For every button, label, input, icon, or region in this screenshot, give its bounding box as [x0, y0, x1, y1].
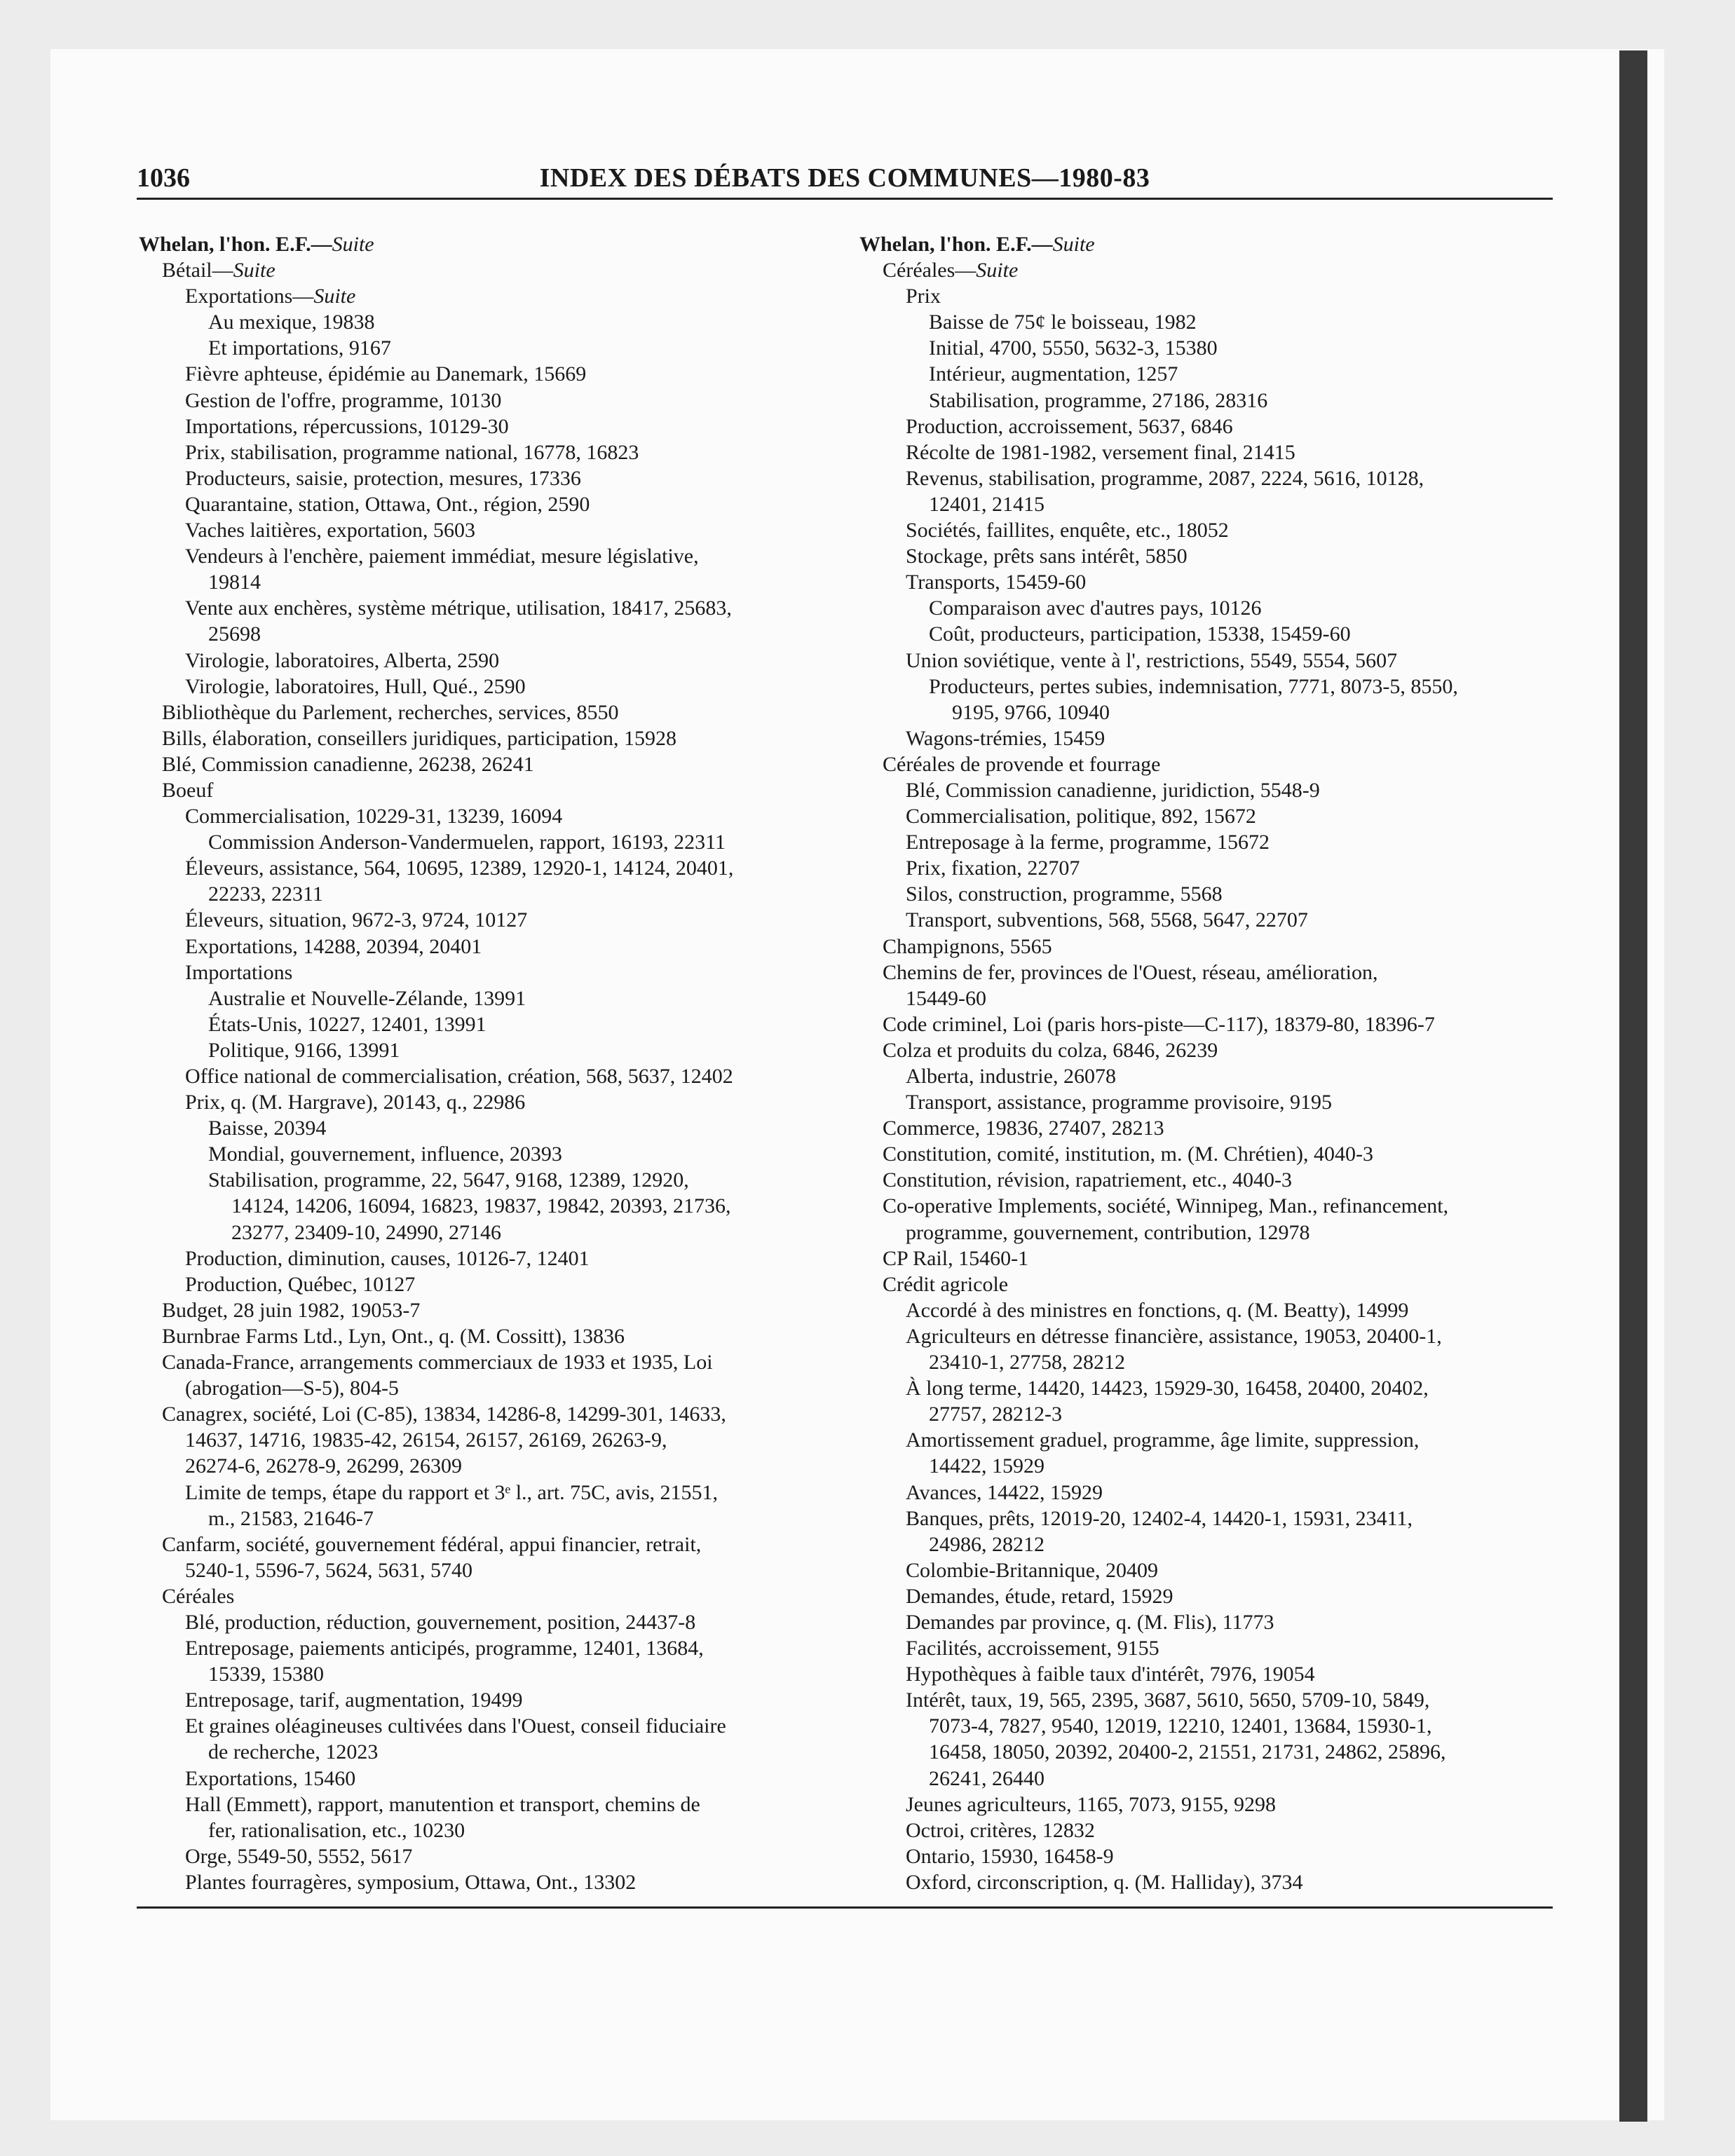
index-entry — [139, 1141, 812, 1167]
index-entry — [859, 361, 1553, 387]
index-entry — [859, 1583, 1553, 1609]
index-entry-text: Fièvre aphteuse, épidémie au Danemark, 15669 — [185, 362, 587, 386]
index-entry — [139, 1193, 812, 1219]
index-entry — [859, 777, 1553, 803]
index-entry-text: Gestion de l'offre, programme, 10130 — [185, 388, 502, 412]
index-entry — [139, 543, 812, 569]
index-column-right — [859, 231, 1553, 1895]
index-entry — [859, 1687, 1553, 1713]
index-entry — [859, 1739, 1553, 1765]
index-entry — [139, 674, 812, 700]
index-entry — [859, 1401, 1553, 1427]
continued-marker: Suite — [332, 233, 374, 256]
index-entry — [139, 960, 812, 985]
index-entry — [139, 1401, 812, 1427]
index-entry-text: 24986, 28212 — [929, 1532, 1045, 1556]
index-entry-text: Éleveurs, situation, 9672-3, 9724, 10127 — [185, 908, 528, 932]
index-entry — [139, 257, 812, 283]
index-entry-text: Prix, q. (M. Hargrave), 20143, q., 22986 — [185, 1091, 526, 1114]
index-entry — [139, 1115, 812, 1141]
page-header — [137, 161, 1553, 195]
index-entry — [139, 1557, 812, 1583]
index-entry-text: Avances, 14422, 15929 — [906, 1480, 1103, 1504]
index-entry-text: Coût, producteurs, participation, 15338, 15459-60 — [929, 622, 1351, 646]
index-entry-text: 9195, 9766, 10940 — [952, 700, 1110, 724]
index-entry-text: Céréales de provende et fourrage — [883, 752, 1161, 776]
index-entry-text: Récolte de 1981-1982, versement final, 21415 — [906, 440, 1295, 464]
index-entry — [139, 985, 812, 1011]
index-entry — [139, 1843, 812, 1869]
index-entry-text: Production, diminution, causes, 10126-7, 12401 — [185, 1246, 590, 1270]
index-entry — [859, 1661, 1553, 1687]
index-entry — [139, 1661, 812, 1687]
index-entry — [859, 1817, 1553, 1843]
continued-marker: Suite — [1052, 233, 1095, 256]
index-entry — [859, 335, 1553, 361]
index-entry-text: Initial, 4700, 5550, 5632-3, 15380 — [929, 336, 1218, 360]
index-entry-text: Champignons, 5565 — [883, 934, 1052, 958]
index-entry-text: fer, rationalisation, etc., 10230 — [208, 1818, 465, 1842]
index-entry-text: Transport, assistance, programme provisoire, 9195 — [906, 1091, 1332, 1114]
index-entry — [139, 1323, 812, 1349]
index-entry — [859, 855, 1553, 881]
index-entry-text: Transport, subventions, 568, 5568, 5647, 22707 — [906, 908, 1308, 932]
index-entry — [139, 595, 812, 621]
index-entry-text: Demandes par province, q. (M. Flis), 11773 — [906, 1610, 1274, 1634]
index-entry-text: Canada-France, arrangements commerciaux de 1933 et 1935, Loi — [162, 1351, 713, 1374]
index-entry-text: Constitution, révision, rapatriement, etc., 4040-3 — [883, 1168, 1293, 1192]
index-entry — [139, 881, 812, 907]
index-entry — [139, 1635, 812, 1661]
index-entry — [859, 1220, 1553, 1246]
index-entry — [859, 595, 1553, 621]
index-entry — [139, 1480, 812, 1506]
index-entry — [859, 1427, 1553, 1453]
index-entry-text: 25698 — [208, 622, 261, 646]
index-entry-text: Hypothèques à faible taux d'intérêt, 7976, 19054 — [906, 1663, 1315, 1686]
index-entry-text: 14422, 15929 — [929, 1454, 1045, 1478]
index-entry-text: Baisse, 20394 — [208, 1117, 327, 1140]
index-entry-text: Intérieur, augmentation, 1257 — [929, 362, 1178, 386]
index-entry-text: 15449-60 — [906, 986, 986, 1010]
index-entry — [859, 803, 1553, 829]
index-entry — [859, 648, 1553, 674]
index-entry-text: Exportations— — [185, 285, 314, 308]
index-entry — [139, 934, 812, 960]
index-entry — [859, 1713, 1553, 1739]
index-entry — [859, 439, 1553, 465]
index-entry-text: Éleveurs, assistance, 564, 10695, 12389, 12920-1, 14124, 20401, — [185, 857, 734, 880]
index-entry — [859, 881, 1553, 907]
index-entry — [859, 985, 1553, 1011]
index-entry — [859, 751, 1553, 777]
index-entry — [139, 725, 812, 751]
index-entry-text: 27757, 28212-3 — [929, 1403, 1062, 1426]
index-entry — [139, 1375, 812, 1401]
index-entry-text: Blé, Commission canadienne, juridiction, 5548-9 — [906, 778, 1320, 802]
index-entry — [139, 777, 812, 803]
index-entry-text: programme, gouvernement, contribution, 12978 — [906, 1220, 1310, 1244]
index-entry-text: Wagons-trémies, 15459 — [906, 726, 1105, 750]
index-entry — [859, 517, 1553, 543]
index-entry-text: Politique, 9166, 13991 — [208, 1038, 400, 1062]
index-entry-text: Prix — [906, 285, 941, 308]
index-entry — [859, 491, 1553, 517]
index-entry-text: Colombie-Britannique, 20409 — [906, 1558, 1158, 1582]
index-entry — [139, 1687, 812, 1713]
index-column-left — [139, 231, 812, 1895]
index-entry-text: Boeuf — [162, 778, 214, 802]
index-entry — [139, 1297, 812, 1323]
index-entry-text: Virologie, laboratoires, Hull, Qué., 2590 — [185, 674, 526, 698]
index-entry-text: Plantes fourragères, symposium, Ottawa, Ont., 13302 — [185, 1870, 637, 1894]
index-entry-text: Importations — [185, 960, 293, 984]
index-entry-text: 22233, 22311 — [208, 882, 323, 906]
index-entry-text: Oxford, circonscription, q. (M. Halliday), 3734 — [906, 1870, 1303, 1894]
index-entry — [139, 1089, 812, 1115]
index-entry-text: Agriculteurs en détresse financière, assistance, 19053, 20400-1, — [906, 1324, 1442, 1348]
page-title: INDEX DES DÉBATS DES COMMUNES—1980-83 — [539, 163, 1150, 193]
index-entry-text: Production, Québec, 10127 — [185, 1272, 416, 1296]
index-entry-text: Blé, production, réduction, gouvernement, position, 24437-8 — [185, 1610, 696, 1634]
index-entry — [859, 414, 1553, 439]
index-entry-text: Accordé à des ministres en fonctions, q. (M. Beatty), 14999 — [906, 1298, 1409, 1322]
index-entry — [859, 309, 1553, 335]
index-entry — [859, 829, 1553, 855]
index-entry — [139, 1427, 812, 1453]
index-entry-text: 14637, 14716, 19835-42, 26154, 26157, 26169, 26263-9, — [185, 1428, 667, 1452]
index-entry-text: Entreposage à la ferme, programme, 15672 — [906, 831, 1270, 854]
index-entry-text: 26274-6, 26278-9, 26299, 26309 — [185, 1454, 462, 1478]
index-entry-text: Exportations, 14288, 20394, 20401 — [185, 934, 482, 958]
index-entry-text: Constitution, comité, institution, m. (M. Chrétien), 4040-3 — [883, 1142, 1373, 1166]
index-entry-text: Et graines oléagineuses cultivées dans l'Ouest, conseil fiduciaire — [185, 1714, 726, 1738]
index-entry-text: Commerce, 19836, 27407, 28213 — [883, 1117, 1164, 1140]
index-entry — [859, 1375, 1553, 1401]
index-entry-text: Stabilisation, programme, 22, 5647, 9168, 12389, 12920, — [208, 1168, 689, 1192]
index-entry — [139, 517, 812, 543]
index-entry — [859, 907, 1553, 933]
index-entry-text: CP Rail, 15460-1 — [883, 1246, 1029, 1270]
index-entry-text: Crédit agricole — [883, 1272, 1009, 1296]
index-entry-text: Intérêt, taux, 19, 565, 2395, 3687, 5610, 5650, 5709-10, 5849, — [906, 1688, 1430, 1712]
index-entry-text: Union soviétique, vente à l', restrictions, 5549, 5554, 5607 — [906, 648, 1398, 672]
index-entry-text: Co-operative Implements, société, Winnipeg, Man., refinancement, — [883, 1194, 1449, 1218]
index-entry — [139, 1583, 812, 1609]
index-entry — [139, 1817, 812, 1843]
index-entry-text: Chemins de fer, provinces de l'Ouest, réseau, amélioration, — [883, 960, 1378, 984]
index-entry-text: Importations, répercussions, 10129-30 — [185, 414, 509, 438]
index-entry — [139, 491, 812, 517]
index-entry-text: Vendeurs à l'enchère, paiement immédiat, mesure législative, — [185, 545, 699, 568]
index-entry — [139, 414, 812, 439]
index-entry-text: Prix, fixation, 22707 — [906, 857, 1080, 880]
index-entry — [139, 283, 812, 309]
index-entry — [139, 855, 812, 881]
index-entry-text: Facilités, accroissement, 9155 — [906, 1637, 1159, 1660]
index-entry-text: Octroi, critères, 12832 — [906, 1818, 1095, 1842]
index-entry — [859, 1141, 1553, 1167]
index-entry — [859, 1193, 1553, 1219]
index-entry — [139, 1011, 812, 1037]
index-entry — [139, 1531, 812, 1557]
index-entry-text: 15339, 15380 — [208, 1663, 324, 1686]
index-entry-text: Prix, stabilisation, programme national, 16778, 16823 — [185, 440, 639, 464]
index-entry-text: Banques, prêts, 12019-20, 12402-4, 14420-1, 15931, 23411, — [906, 1506, 1413, 1530]
index-entry-text: Alberta, industrie, 26078 — [906, 1065, 1116, 1088]
index-entry — [859, 1167, 1553, 1193]
index-entry — [859, 1349, 1553, 1375]
index-entry — [139, 1609, 812, 1635]
index-entry-text: Ontario, 15930, 16458-9 — [906, 1844, 1114, 1868]
index-entry-text: 16458, 18050, 20392, 20400-2, 21551, 21731, 24862, 25896, — [929, 1740, 1446, 1764]
index-entry-text: 19814 — [208, 571, 261, 594]
index-entry-text: Demandes, étude, retard, 15929 — [906, 1584, 1173, 1608]
index-entry — [139, 335, 812, 361]
index-entry-text: Whelan, l'hon. E.F.— — [139, 233, 332, 256]
index-entry — [859, 1792, 1553, 1817]
index-entry-text: Quarantaine, station, Ottawa, Ont., région, 2590 — [185, 492, 590, 516]
index-entry-text: Stabilisation, programme, 27186, 28316 — [929, 388, 1268, 412]
index-entry — [139, 569, 812, 595]
index-entry — [139, 1246, 812, 1271]
index-entry — [139, 1220, 812, 1246]
index-entry — [859, 934, 1553, 960]
index-entry — [139, 1739, 812, 1765]
index-entry-text: 26241, 26440 — [929, 1766, 1045, 1790]
index-entry-text: 7073-4, 7827, 9540, 12019, 12210, 12401, 13684, 15930-1, — [929, 1714, 1432, 1738]
index-entry-text: m., 21583, 21646-7 — [208, 1506, 374, 1530]
index-entry-text: Mondial, gouvernement, influence, 20393 — [208, 1142, 562, 1166]
index-entry-text: Commission Anderson-Vandermuelen, rapport, 16193, 22311 — [208, 831, 726, 854]
index-entry — [859, 700, 1553, 725]
index-entry — [139, 700, 812, 725]
index-entry-text: Sociétés, faillites, enquête, etc., 18052 — [906, 519, 1229, 543]
index-entry-text: Céréales— — [883, 259, 977, 282]
index-entry-text: Budget, 28 juin 1982, 19053-7 — [162, 1298, 421, 1322]
index-entry — [859, 1480, 1553, 1506]
index-entry-text: Exportations, 15460 — [185, 1766, 356, 1790]
index-entry — [859, 388, 1553, 414]
index-entry — [139, 1037, 812, 1063]
index-entry — [139, 1869, 812, 1895]
index-entry-text: Silos, construction, programme, 5568 — [906, 882, 1223, 906]
index-entry — [859, 1271, 1553, 1297]
index-entry-text: Commercialisation, 10229-31, 13239, 16094 — [185, 805, 563, 828]
index-entry-text: Burnbrae Farms Ltd., Lyn, Ont., q. (M. Cossitt), 13836 — [162, 1324, 625, 1348]
index-entry — [139, 829, 812, 855]
index-entry — [139, 1349, 812, 1375]
index-entry — [139, 1271, 812, 1297]
index-entry-text: Baisse de 75¢ le boisseau, 1982 — [929, 311, 1197, 334]
index-entry-text: Office national de commercialisation, création, 568, 5637, 12402 — [185, 1065, 733, 1088]
index-entry-text: Transports, 15459-60 — [906, 571, 1087, 594]
index-entry — [859, 1089, 1553, 1115]
index-entry — [859, 1506, 1553, 1531]
index-entry-text: Vaches laitières, exportation, 5603 — [185, 519, 476, 543]
index-entry-text: Hall (Emmett), rapport, manutention et transport, chemins de — [185, 1792, 700, 1816]
index-entry — [859, 1011, 1553, 1037]
index-entry — [139, 648, 812, 674]
index-entry-text: À long terme, 14420, 14423, 15929-30, 16458, 20400, 20402, — [906, 1377, 1429, 1400]
index-entry — [859, 465, 1553, 491]
footer-rule — [137, 1906, 1553, 1909]
index-entry-text: Jeunes agriculteurs, 1165, 7073, 9155, 9298 — [906, 1792, 1276, 1816]
index-entry — [139, 803, 812, 829]
index-entry-text: de recherche, 12023 — [208, 1740, 379, 1764]
index-entry — [139, 1792, 812, 1817]
index-entry — [859, 1869, 1553, 1895]
book-spine-shadow — [1619, 50, 1647, 2122]
index-entry — [859, 283, 1553, 309]
index-entry — [859, 1037, 1553, 1063]
index-entry — [859, 1115, 1553, 1141]
index-entry — [139, 621, 812, 647]
index-entry — [859, 1531, 1553, 1557]
index-entry-text: Code criminel, Loi (paris hors-piste—C-117), 18379-80, 18396-7 — [883, 1012, 1435, 1036]
index-entry-text: Bétail— — [162, 259, 233, 282]
index-entry — [859, 960, 1553, 985]
index-entry-text: 12401, 21415 — [929, 492, 1045, 516]
index-entry — [859, 1635, 1553, 1661]
index-entry-text: Au mexique, 19838 — [208, 311, 375, 334]
index-entry — [139, 439, 812, 465]
index-entry-text: Canfarm, société, gouvernement fédéral, appui financier, retrait, — [162, 1532, 702, 1556]
index-entry — [859, 674, 1553, 700]
index-entry — [859, 1246, 1553, 1271]
index-entry — [139, 1453, 812, 1479]
index-entry — [859, 1609, 1553, 1635]
index-entry-text: Bills, élaboration, conseillers juridiques, participation, 15928 — [162, 726, 677, 750]
index-entry — [859, 725, 1553, 751]
index-entry — [139, 465, 812, 491]
index-entry — [859, 1843, 1553, 1869]
index-entry — [859, 231, 1553, 257]
index-entry-text: Entreposage, paiements anticipés, programme, 12401, 13684, — [185, 1637, 704, 1660]
continued-marker: Suite — [976, 259, 1019, 282]
index-entry-text: Whelan, l'hon. E.F.— — [859, 233, 1053, 256]
index-entry-text: Blé, Commission canadienne, 26238, 26241 — [162, 752, 534, 776]
header-rule — [137, 198, 1553, 200]
index-entry-text: 5240-1, 5596-7, 5624, 5631, 5740 — [185, 1558, 472, 1582]
index-entry — [859, 621, 1553, 647]
index-entry — [859, 1453, 1553, 1479]
index-entry-text: Et importations, 9167 — [208, 336, 391, 360]
index-entry — [139, 309, 812, 335]
index-entry — [859, 1323, 1553, 1349]
index-entry — [139, 1766, 812, 1792]
index-entry-text: Vente aux enchères, système métrique, utilisation, 18417, 25683, — [185, 596, 732, 620]
index-entry-text: Bibliothèque du Parlement, recherches, services, 8550 — [162, 700, 619, 724]
index-entry — [859, 1766, 1553, 1792]
index-entry-text: 23410-1, 27758, 28212 — [929, 1351, 1125, 1374]
index-entry — [139, 1063, 812, 1089]
index-entry — [139, 388, 812, 414]
index-entry-text: 14124, 14206, 16094, 16823, 19837, 19842, 20393, 21736, — [231, 1194, 731, 1218]
index-entry-text: États-Unis, 10227, 12401, 13991 — [208, 1012, 487, 1036]
index-entry — [859, 1063, 1553, 1089]
index-entry — [139, 1506, 812, 1531]
index-entry-text: Australie et Nouvelle-Zélande, 13991 — [208, 986, 526, 1010]
index-entry — [139, 361, 812, 387]
index-entry-text: 23277, 23409-10, 24990, 27146 — [231, 1220, 501, 1244]
index-entry-text: Entreposage, tarif, augmentation, 19499 — [185, 1688, 523, 1712]
index-entry-text: Orge, 5549-50, 5552, 5617 — [185, 1844, 413, 1868]
index-entry-text: Producteurs, saisie, protection, mesures, 17336 — [185, 466, 581, 490]
index-entry — [139, 231, 812, 257]
index-entry-text: Colza et produits du colza, 6846, 26239 — [883, 1038, 1218, 1062]
index-entry — [859, 1557, 1553, 1583]
page-number: 1036 — [137, 163, 190, 193]
index-entry — [859, 1297, 1553, 1323]
index-entry-text: Amortissement graduel, programme, âge limite, suppression, — [906, 1428, 1420, 1452]
index-entry — [139, 1713, 812, 1739]
index-entry — [859, 257, 1553, 283]
index-entry — [139, 1167, 812, 1193]
index-entry — [859, 569, 1553, 595]
index-entry-text: (abrogation—S-5), 804-5 — [185, 1377, 399, 1400]
index-entry — [139, 751, 812, 777]
index-entry-text: Limite de temps, étape du rapport et 3ᵉ l., art. 75C, avis, 21551, — [185, 1480, 719, 1504]
index-entry-text: Canagrex, société, Loi (C-85), 13834, 14286-8, 14299-301, 14633, — [162, 1403, 726, 1426]
index-entry-text: Revenus, stabilisation, programme, 2087, 2224, 5616, 10128, — [906, 466, 1424, 490]
index-entry-text: Producteurs, pertes subies, indemnisation, 7771, 8073-5, 8550, — [929, 674, 1458, 698]
index-entry — [139, 907, 812, 933]
index-entry-text: Production, accroissement, 5637, 6846 — [906, 414, 1233, 438]
index-entry-text: Comparaison avec d'autres pays, 10126 — [929, 596, 1262, 620]
index-entry-text: Commercialisation, politique, 892, 15672 — [906, 805, 1256, 828]
index-entry — [859, 543, 1553, 569]
index-entry-text: Stockage, prêts sans intérêt, 5850 — [906, 545, 1188, 568]
continued-marker: Suite — [233, 259, 275, 282]
continued-marker: Suite — [313, 285, 356, 308]
index-entry-text: Céréales — [162, 1584, 235, 1608]
index-entry-text: Virologie, laboratoires, Alberta, 2590 — [185, 648, 500, 672]
